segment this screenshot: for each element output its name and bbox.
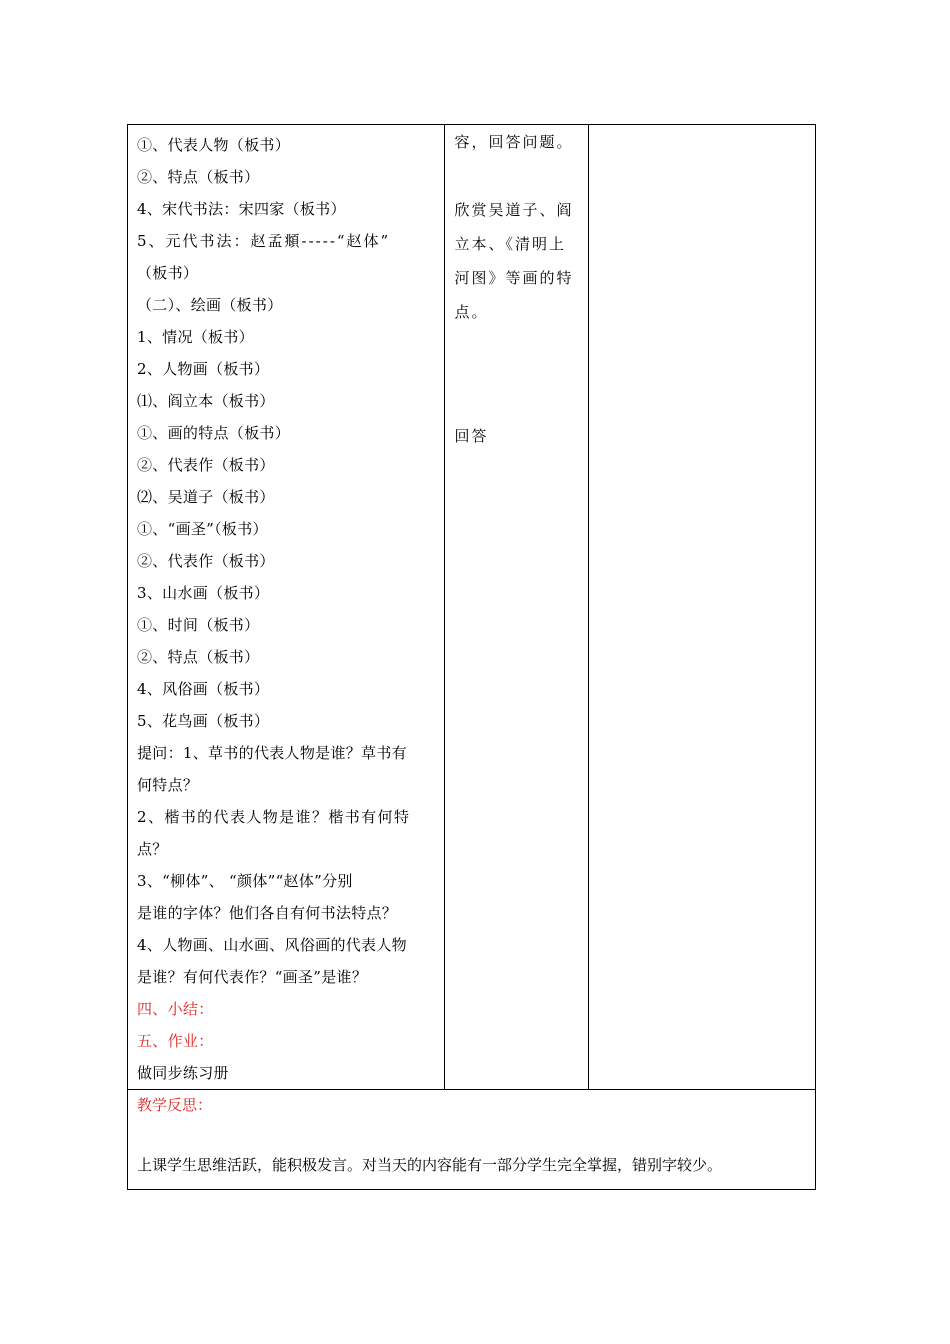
- outline-line: ①、代表人物（板书）: [137, 136, 291, 154]
- question-line: 是谁的字体？他们各自有何书法特点？: [137, 904, 398, 922]
- question-line: 3、“柳体”、 “颜体”“赵体”分别: [137, 872, 353, 890]
- outline-line: 5、元代书法：赵孟頫-----“赵体”: [137, 232, 391, 250]
- outline-line: 4、风俗画（板书）: [137, 680, 270, 698]
- student-activity-text: 欣赏吴道子、阎立本、《清明上河图》等画的特点。: [454, 201, 574, 321]
- outline-line: ①、“画圣”（板书）: [137, 520, 268, 538]
- content-row: [128, 125, 816, 1090]
- outline-line: ②、特点（板书）: [137, 648, 260, 666]
- outline-line: ⑵、吴道子（板书）: [137, 488, 275, 506]
- question-line: 何特点？: [137, 776, 199, 794]
- student-activity-text: 容，回答问题。: [454, 133, 574, 151]
- summary-heading: 四、小结：: [137, 1000, 214, 1018]
- lesson-plan-table: [127, 124, 816, 1190]
- outline-line: 3、山水画（板书）: [137, 584, 270, 602]
- outline-line: 5、花鸟画（板书）: [137, 712, 270, 730]
- outline-line: ②、代表作（板书）: [137, 456, 275, 474]
- reflection-title: 教学反思：: [137, 1096, 213, 1114]
- outline-line: ①、时间（板书）: [137, 616, 260, 634]
- outline-line: ①、画的特点（板书）: [137, 424, 291, 442]
- outline-line: （二）、绘画（板书）: [137, 296, 283, 314]
- reflection-cell: [128, 1090, 816, 1190]
- outline-line: 2、人物画（板书）: [137, 360, 270, 378]
- reflection-row: [128, 1090, 816, 1190]
- question-line: 点？: [137, 840, 168, 858]
- outline-line: （板书）: [137, 264, 199, 282]
- outline-line: ②、特点（板书）: [137, 168, 260, 186]
- question-line: 2、楷书的代表人物是谁？楷书有何特: [137, 808, 411, 826]
- homework-heading: 五、作业：: [137, 1032, 214, 1050]
- student-activity-text: 回答: [454, 427, 489, 445]
- outline-line: ②、代表作（板书）: [137, 552, 275, 570]
- outline-line: ⑴、阎立本（板书）: [137, 392, 275, 410]
- notes-cell: [588, 125, 815, 1090]
- teacher-activity-cell: [128, 125, 445, 1090]
- question-line: 提问：1、草书的代表人物是谁？草书有: [137, 744, 407, 762]
- reflection-text: 上课学生思维活跃，能积极发言。对当天的内容能有一部分学生完全掌握，错别字较少。: [137, 1156, 723, 1174]
- question-line: 4、人物画、山水画、风俗画的代表人物: [137, 936, 407, 954]
- student-activity-cell: [445, 125, 588, 1090]
- homework-text: 做同步练习册: [137, 1064, 229, 1082]
- outline-line: 4、宋代书法：宋四家（板书）: [137, 200, 346, 218]
- outline-line: 1、情况（板书）: [137, 328, 254, 346]
- question-line: 是谁？有何代表作？“画圣”是谁？: [137, 968, 368, 986]
